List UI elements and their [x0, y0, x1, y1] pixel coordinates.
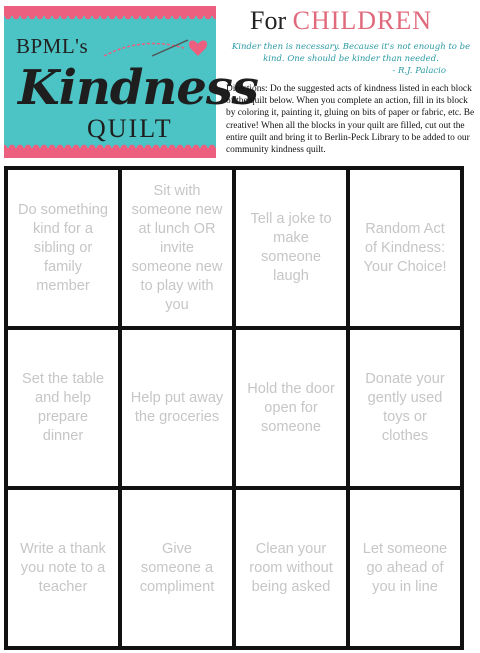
quilt-block: Set the table and help prepare dinner: [6, 328, 120, 488]
logo-top-band: [4, 6, 216, 16]
logo-title: Kindness: [18, 60, 258, 116]
quilt-block: Random Act of Kindness: Your Choice!: [348, 168, 462, 328]
logo-bottom-band: [4, 148, 216, 158]
quilt-block: Tell a joke to make someone laugh: [234, 168, 348, 328]
quote-text: Kinder then is necessary. Because it's not enough to be kind. One should be kinder than needed.: [231, 42, 471, 64]
kindness-quilt-logo: [4, 6, 258, 158]
for-label: For: [250, 6, 287, 35]
quilt-grid: [4, 166, 464, 650]
directions-text: Directions: Do the suggested acts of kindness listed in each block of the quilt below. When you complete an action, fill in its block by coloring it, painting it, gluing on bits of paper or fabric, etc. Be creative! When all the blocks in your quilt are filled, cut out the entire quilt and bring it to Berlin-Peck Library to be added to our community kindness quilt.: [226, 84, 475, 156]
quilt-block: Write a thank you note to a teacher: [6, 488, 120, 648]
logo-brand: BPML's: [16, 34, 89, 58]
quilt-block: Let someone go ahead of you in line: [348, 488, 462, 648]
quilt-block: Hold the door open for someone: [234, 328, 348, 488]
quote-author: - R.J. Palacio: [392, 66, 446, 76]
quilt-block: Help put away the groceries: [120, 328, 234, 488]
quilt-block: Do something kind for a sibling or family member: [6, 168, 120, 328]
quilt-block: Sit with someone new at lunch OR invite someone new to play with you: [120, 168, 234, 328]
quote: [226, 41, 476, 77]
logo-top-scallop: [4, 16, 216, 20]
logo-subtitle: QUILT: [87, 114, 173, 143]
quilt-block: Give someone a compliment: [120, 488, 234, 648]
audience-label: CHILDREN: [292, 6, 433, 35]
quilt-block: Clean your room without being asked: [234, 488, 348, 648]
audience-heading: [250, 6, 432, 36]
quilt-block: Donate your gently used toys or clothes: [348, 328, 462, 488]
